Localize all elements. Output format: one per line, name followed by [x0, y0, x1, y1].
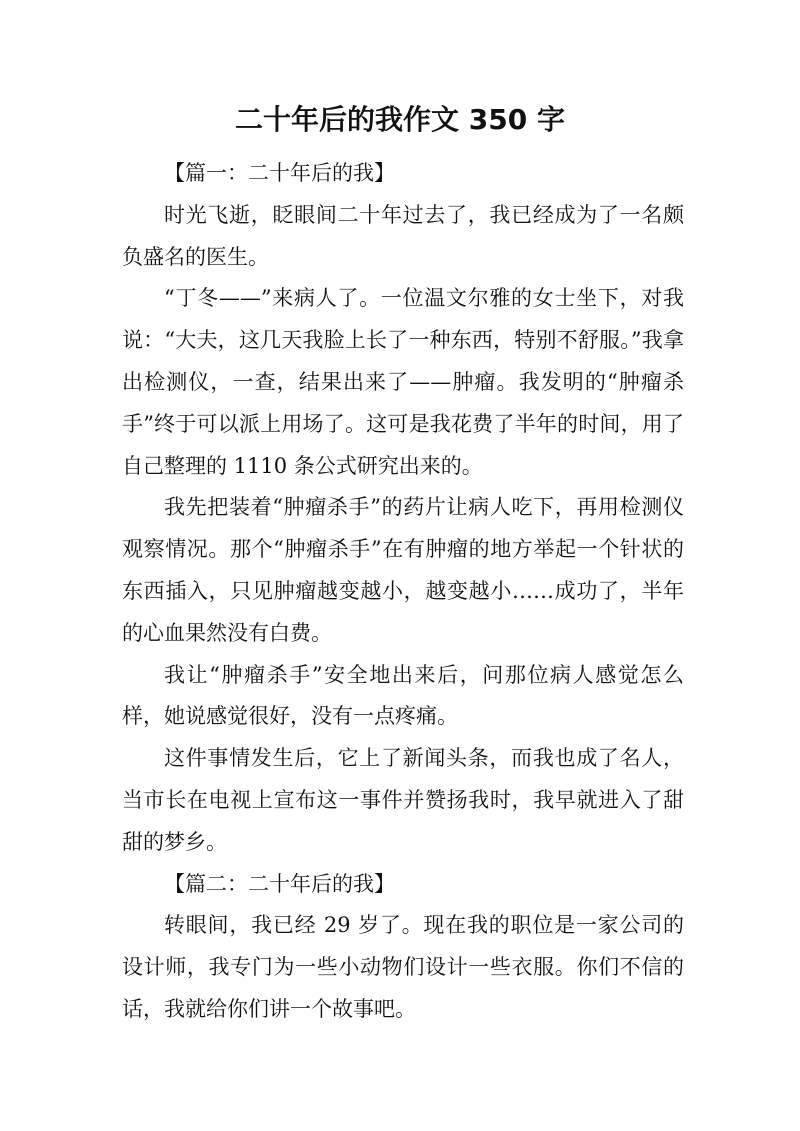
paragraph: 我让“肿瘤杀手”安全地出来后，问那位病人感觉怎么样，她说感觉很好，没有一点疼痛。 [122, 662, 684, 729]
section-heading-1: 【篇一：二十年后的我】 [164, 161, 395, 185]
paragraph: 转眼间，我已经 29 岁了。现在我的职位是一家公司的设计师，我专门为一些小动物们设计一些衣服。你们不信的话，我就给你们讲一个故事吧。 [122, 913, 684, 1021]
section-heading-2: 【篇二：二十年后的我】 [164, 871, 395, 896]
document-title: 二十年后的我作文 350 字 [235, 103, 565, 136]
paragraph: “丁冬——”来病人了。一位温文尔雅的女士坐下，对我说：“大夫，这几天我脸上长了一种东西，特别不舒服。”我拿出检测仪，一查，结果出来了——肿瘤。我发明的“肿瘤杀手”终于可以派上用场了。这可是我花费了半年的时间，用了自己整理的 1110 条公式研究出来的。 [122, 286, 684, 478]
document-body [122, 153, 684, 1031]
paragraph: 时光飞逝，眨眼间二十年过去了，我已经成为了一名颇负盛名的医生。 [122, 202, 684, 269]
paragraph: 这件事情发生后，它上了新闻头条，而我也成了名人，当市长在电视上宣布这一事件并赞扬我时，我早就进入了甜甜的梦乡。 [122, 746, 684, 854]
paragraph: 我先把装着“肿瘤杀手”的药片让病人吃下，再用检测仪观察情况。那个“肿瘤杀手”在有肿瘤的地方举起一个针状的东西插入，只见肿瘤越变越小，越变越小……成功了，半年的心血果然没有白费。 [122, 495, 684, 645]
